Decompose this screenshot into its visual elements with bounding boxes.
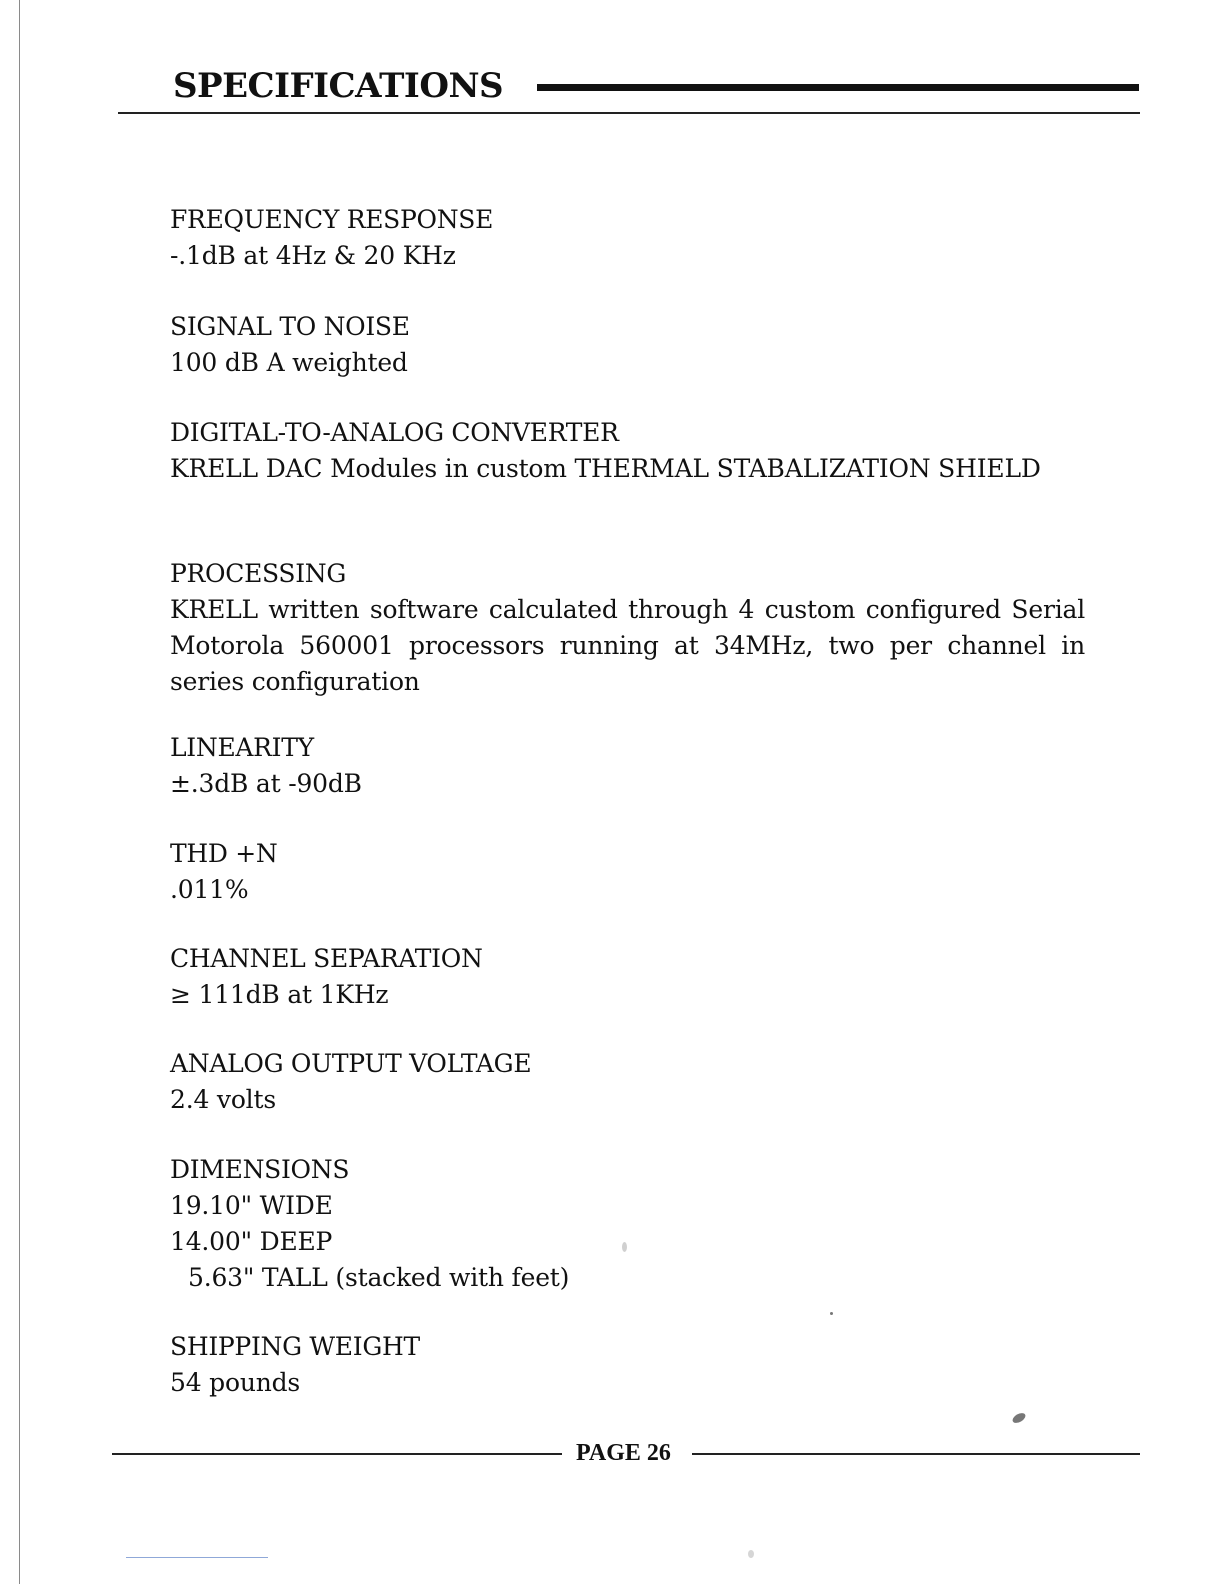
spec-label: PROCESSING xyxy=(170,559,347,588)
page-title: SPECIFICATIONS xyxy=(173,66,504,106)
spec-value: KRELL written software calculated through 4 custom configured Serial Motorola 560001 processors running at 34MHz, two per channel in series configuration xyxy=(170,595,1085,696)
spec-label: SIGNAL TO NOISE xyxy=(170,312,410,341)
page-number: PAGE 26 xyxy=(576,1440,671,1466)
spec-value: ±.3dB at -90dB xyxy=(170,769,362,798)
page-footer xyxy=(112,1438,1140,1472)
scan-speck xyxy=(1011,1411,1027,1425)
spec-shipping-weight xyxy=(170,1329,1085,1401)
spec-label: SHIPPING WEIGHT xyxy=(170,1332,420,1361)
footer-rule-right xyxy=(692,1453,1140,1455)
spec-label: LINEARITY xyxy=(170,733,314,762)
header-bar xyxy=(537,84,1139,91)
spec-dimensions xyxy=(170,1152,1085,1296)
spec-value-depth: 14.00" DEEP xyxy=(170,1227,333,1256)
spec-dac xyxy=(170,415,1085,487)
spec-frequency-response xyxy=(170,202,1085,274)
spec-label: DIMENSIONS xyxy=(170,1155,350,1184)
spec-processing xyxy=(170,556,1085,700)
spec-analog-output-voltage xyxy=(170,1046,1085,1118)
spec-label: ANALOG OUTPUT VOLTAGE xyxy=(170,1049,532,1078)
section-header xyxy=(118,62,1140,118)
scan-speck xyxy=(830,1312,833,1315)
scan-speck xyxy=(622,1242,627,1252)
spec-label: DIGITAL-TO-ANALOG CONVERTER xyxy=(170,418,619,447)
spec-value: .011% xyxy=(170,875,249,904)
spec-value: 100 dB A weighted xyxy=(170,348,408,377)
scan-speck xyxy=(748,1550,754,1558)
spec-channel-separation xyxy=(170,941,1085,1013)
spec-value: ≥ 111dB at 1KHz xyxy=(170,980,389,1009)
footer-rule-left xyxy=(112,1453,562,1455)
header-rule xyxy=(118,112,1140,114)
spec-label: THD +N xyxy=(170,839,278,868)
spec-value: 2.4 volts xyxy=(170,1085,276,1114)
scan-artifact-line xyxy=(126,1557,268,1558)
spec-value: 54 pounds xyxy=(170,1368,301,1397)
spec-signal-to-noise xyxy=(170,309,1085,381)
spec-label: FREQUENCY RESPONSE xyxy=(170,205,494,234)
spec-value-height: 5.63" TALL (stacked with feet) xyxy=(188,1263,570,1292)
spec-thd-n xyxy=(170,836,1085,908)
spec-value: -.1dB at 4Hz & 20 KHz xyxy=(170,241,456,270)
scan-edge-line xyxy=(19,0,20,1584)
spec-value-width: 19.10" WIDE xyxy=(170,1191,333,1220)
spec-value: KRELL DAC Modules in custom THERMAL STABALIZATION SHIELD xyxy=(170,454,1041,483)
spec-label: CHANNEL SEPARATION xyxy=(170,944,483,973)
spec-linearity xyxy=(170,730,1085,802)
